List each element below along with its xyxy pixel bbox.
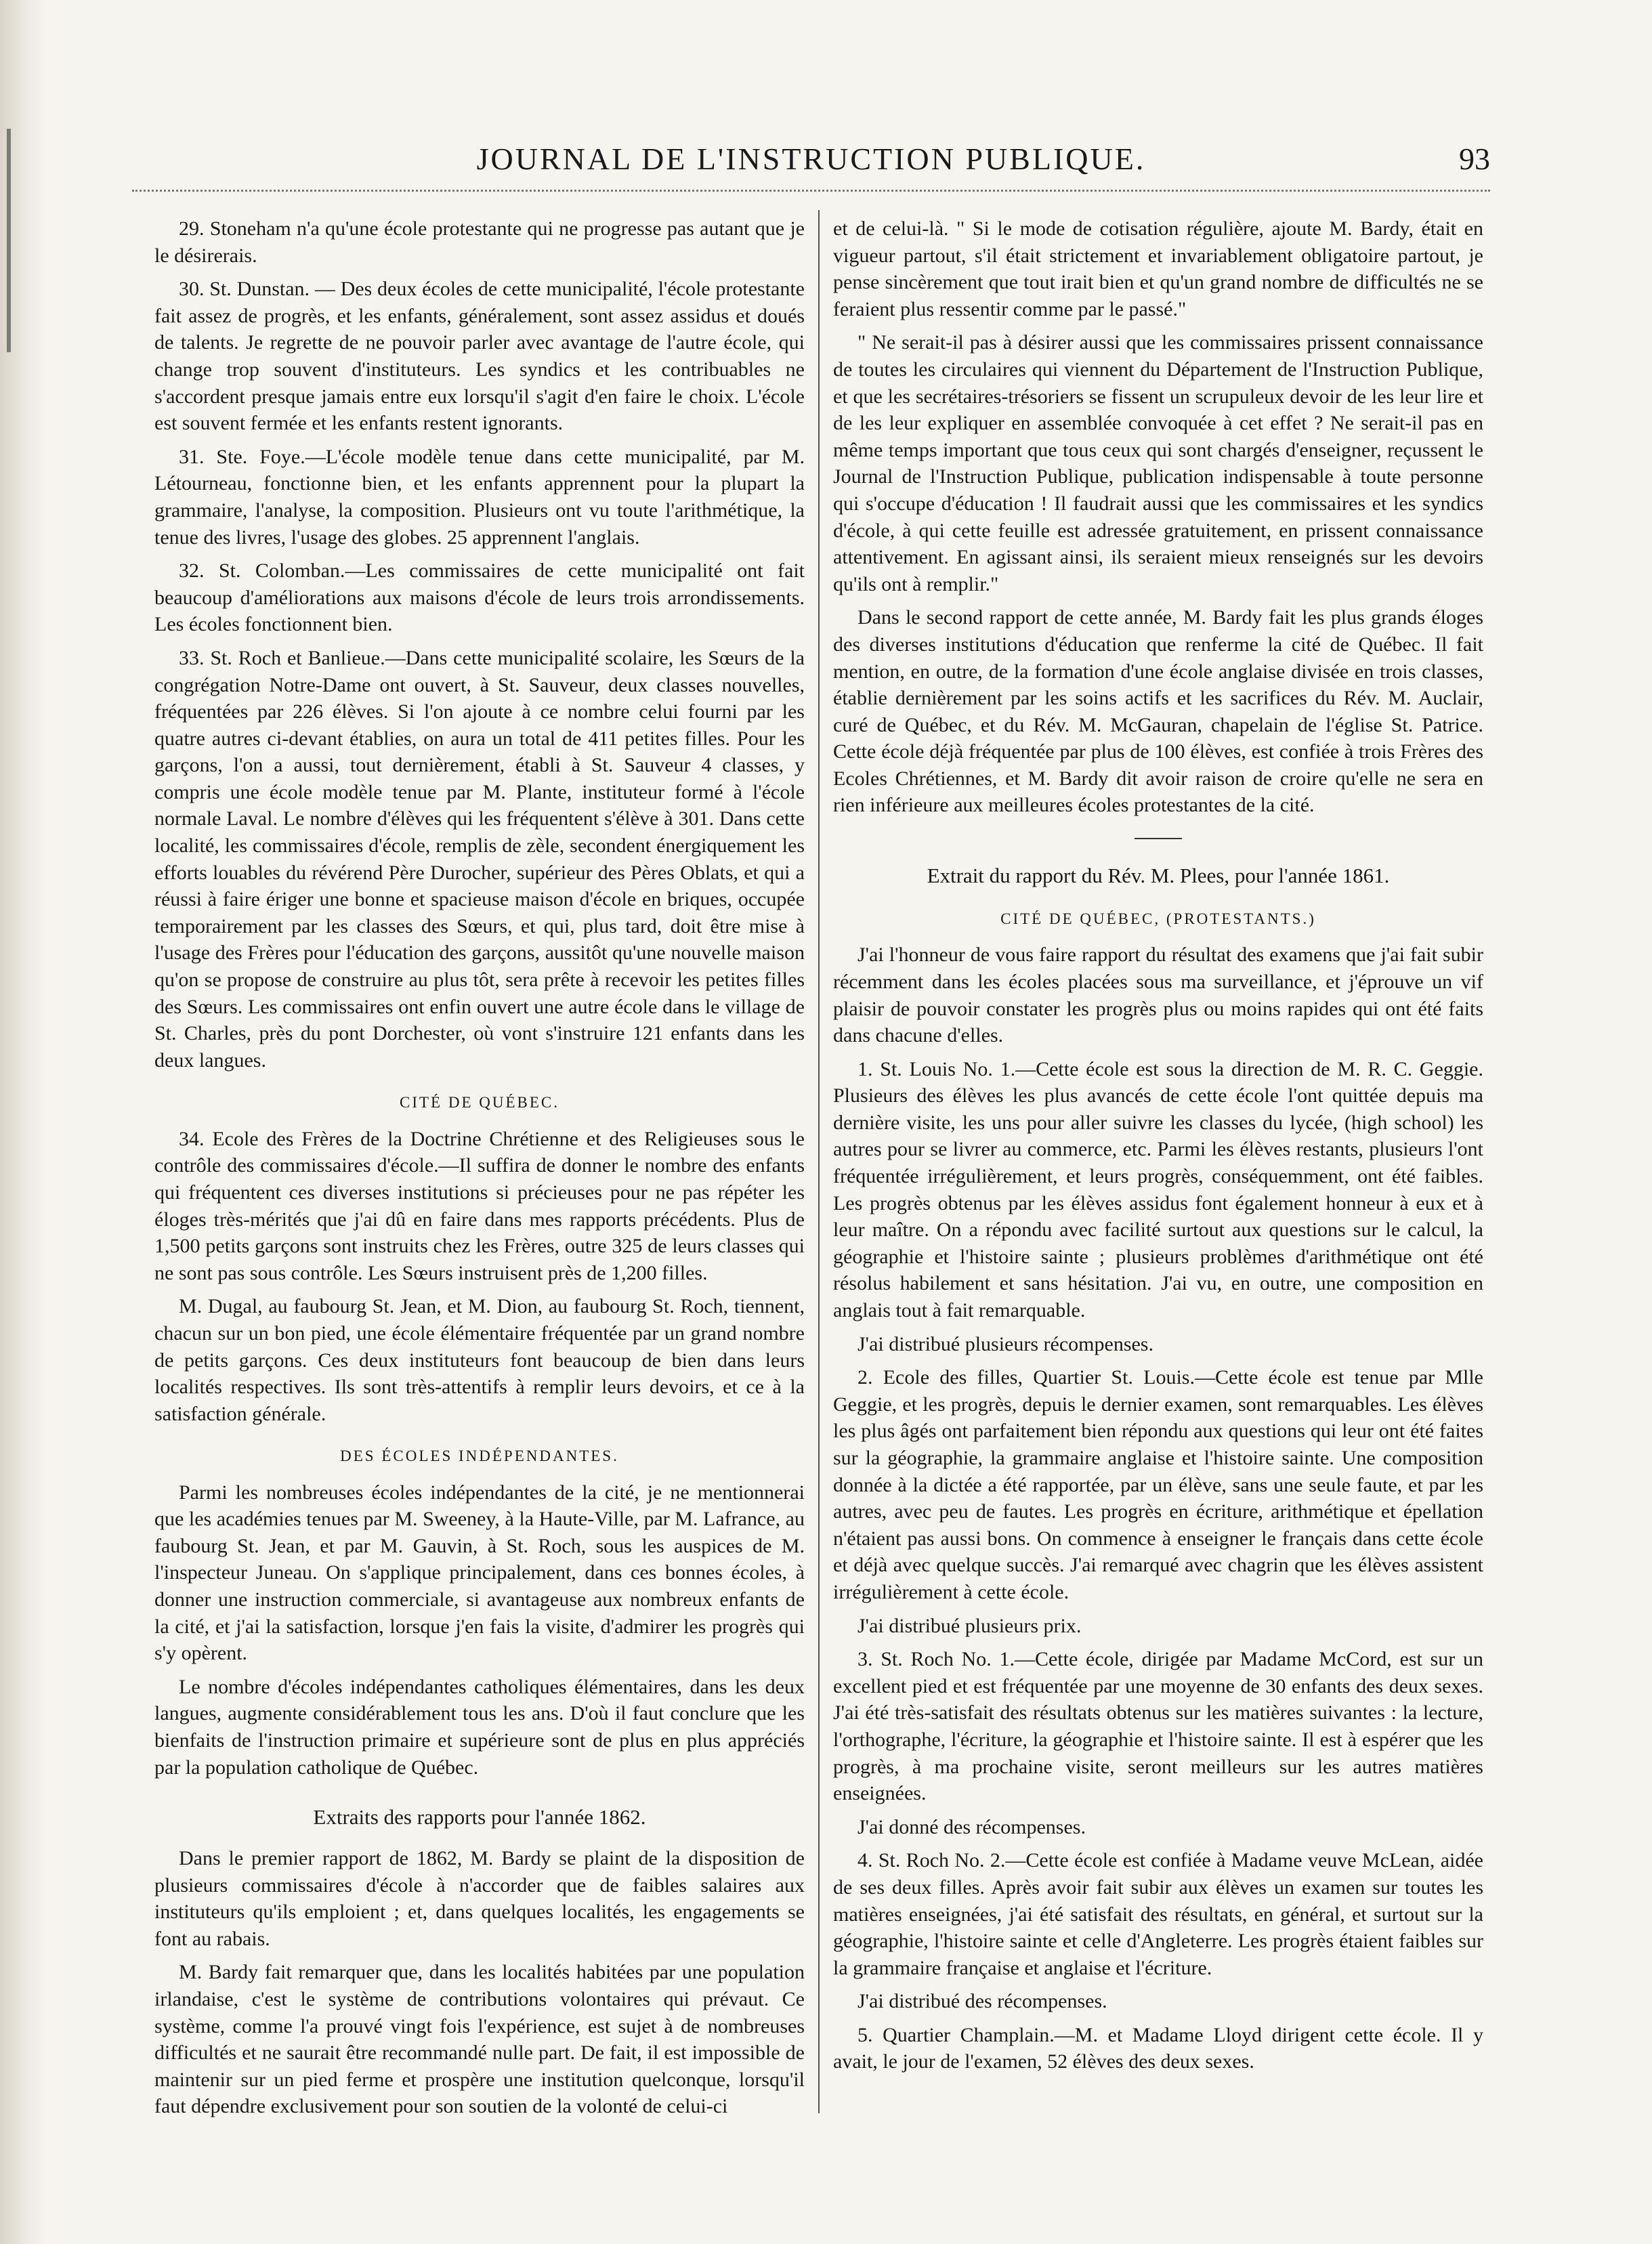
paragraph-1b: J'ai distribué plusieurs récompenses. <box>857 1332 1153 1355</box>
paragraph-bardy-2: M. Bardy fait remarquer que, dans les localités habitées par une population irlandaise, c'est le système de contributions volontaires qui prévaut. Ce système, comme l'a prouvé vingt fois l'expérience, est sujet à de nombreuses difficultés et ne saurait être recommandé nulle part. De fait, il est impossible de maintenir sur un pied ferme et prospère une institution quelconque, lorsqu'il faut dépendre exclusivement pour son soutien de la volonté de celui-ci <box>154 1961 805 2118</box>
right-column <box>833 215 1483 2082</box>
paragraph-5: 5. Quartier Champlain.—M. et Madame Lloyd dirigent cette école. Il y avait, le jour de l'examen, 52 élèves des deux sexes. <box>833 2023 1483 2073</box>
section-heading-cite: CITÉ DE QUÉBEC. <box>399 1094 559 1112</box>
paragraph-2: 2. Ecole des filles, Quartier St. Louis.—Cette école est tenue par Mlle Geggie, et les progrès, depuis le dernier examen, sont remarquables. Les élèves les plus âgés ont parfaitement bien répondu aux questions qui leur ont été faites sur la géographie, la grammaire anglaise et l'histoire sainte. Une composition donnée à la dictée a été rapportée, par un élève, sans une seule faute, et par les autres, avec peu de fautes. Les progrès en écriture, arithmétique et épellation n'étaient pas aussi bons. On commence à enseigner le français dans cette école et déjà avec quelque succès. J'ai remarqué avec chagrin que les élèves assistent irrégulièrement à cette école. <box>833 1366 1483 1603</box>
section-heading-plees: Extrait du rapport du Rév. M. Plees, pour l'année 1861. <box>927 864 1390 888</box>
paragraph-32: 32. St. Colomban.—Les commissaires de cette municipalité ont fait beaucoup d'améliorations aux maisons d'école de leurs trois arrondissements. Les écoles fonctionnent bien. <box>154 559 805 636</box>
paragraph-honneur: J'ai l'honneur de vous faire rapport du résultat des examens que j'ai fait subir récemment dans les écoles placées sous ma surveillance, et j'éprouve un vif plaisir de pouvoir constater les progrès plus ou moins rapides qui ont été faits dans chacune d'elles. <box>833 944 1483 1047</box>
running-title: JOURNAL DE L'INSTRUCTION PUBLIQUE. <box>476 142 1146 176</box>
left-column <box>154 215 805 2127</box>
paragraph-31: 31. Ste. Foye.—L'école modèle tenue dans cette municipalité, par M. Létourneau, fonctionne bien, et les enfants apprennent pour la plupart la grammaire, l'analyse, la composition. Plusieurs ont vu toute l'arithmétique, la tenue des livres, l'usage des globes. 25 apprennent l'anglais. <box>154 445 805 549</box>
section-heading-extraits-1862: Extraits des rapports pour l'année 1862. <box>313 1805 646 1829</box>
paragraph-34: 34. Ecole des Frères de la Doctrine Chrétienne et des Religieuses sous le contrôle des commissaires d'école.—Il suffira de donner le nombre des enfants qui fréquentent ces diverses institutions si précieuses pour ne pas répéter les éloges très-mérités que j'ai dû en faire dans mes rapports précédents. Plus de 1,500 petits garçons sont instruits chez les Frères, outre 325 de leurs classes qui ne sont pas sous contrôle. Les Sœurs instruisent près de 1,200 filles. <box>154 1127 805 1284</box>
paragraph-dugal: M. Dugal, au faubourg St. Jean, et M. Dion, au faubourg St. Roch, tiennent, chacun sur un bon pied, une école élémentaire fréquentée par un grand nombre de petits garçons. Ces deux instituteurs font beaucoup de bien dans leurs localités respectives. Ils sont très-attentifs à remplir leurs devoirs, et ce à la satisfaction générale. <box>154 1295 805 1425</box>
paragraph-33: 33. St. Roch et Banlieue.—Dans cette municipalité scolaire, les Sœurs de la congrégation Notre-Dame ont ouvert, à St. Sauveur, deux classes nouvelles, fréquentées par 226 élèves. Si l'on ajoute à ce nombre celui fourni par les quatre autres ci-devant établies, on aura un total de 411 petites filles. Pour les garçons, l'on a aussi, tout dernièrement, établi à St. Sauveur 4 classes, y compris une école modèle tenue par M. Plante, instituteur formé à l'école normale Laval. Le nombre d'élèves qui les fréquentent s'élève à 301. Dans cette localité, les commissaires d'école, remplis de zèle, secondent énergiquement les efforts louables du révérend Père Durocher, supérieur des Pères Oblats, et qui a réussi à faire ériger une bonne et spacieuse maison d'école en briques, occupée temporairement par les classes des Sœurs, et qui, plus tard, doit être mise à l'usage des Frères pour l'éducation des garçons, aussitôt qu'une nouvelle maison qu'on se propose de construire au plus tôt, sera prête à recevoir les petites filles des Sœurs. Les commissaires ont enfin ouvert une autre école dans le village de St. Charles, près du pont Dorchester, où vont s'instruire 121 enfants dans les deux langues. <box>154 646 805 1072</box>
paragraph-1: 1. St. Louis No. 1.—Cette école est sous la direction de M. R. C. Geggie. Plusieurs des élèves les plus avancés de cette école l'ont quittée depuis ma dernière visite, les uns pour aller suivre les classes du lycée, (high school) les autres pour se livrer au commerce, etc. Parmi les élèves restants, plusieurs l'ont fréquentée irrégulièrement, et leurs progrès, conséquemment, ont été faibles. Les progrès obtenus par les élèves assidus font également honneur à eux et à leur maître. On a répondu avec facilité surtout aux questions sur le calcul, la géographie et l'histoire sainte ; plusieurs problèmes d'arithmétique ont été résolus habilement et sans hésitation. J'ai vu, en outre, une composition en anglais tout à fait remarquable. <box>833 1057 1483 1322</box>
paragraph-continuation: et de celui-là. " Si le mode de cotisation régulière, ajoute M. Bardy, était en vigueur partout, s'il était strictement et invariablement obligatoire partout, je pense sincèrement que tout irait bien et qu'un grand nombre de difficultés ne se feraient plus ressentir comme par le passé." <box>833 217 1483 320</box>
paragraph-30: 30. St. Dunstan. — Des deux écoles de cette municipalité, l'école protestante fait assez de progrès, et les enfants, généralement, sont assez assidus et doués de talents. Je regrette de ne pouvoir parler avec avantage de l'autre école, qui change trop souvent d'instituteurs. Les syndics et les contribuables ne s'accordent presque jamais entre eux lorsqu'il s'agit d'en faire le choix. L'école est souvent fermée et les enfants restent ignorants. <box>154 278 805 435</box>
paragraph-2b: J'ai distribué plusieurs prix. <box>857 1614 1082 1637</box>
paragraph-3b: J'ai donné des récompenses. <box>857 1815 1086 1838</box>
page-header <box>132 141 1490 195</box>
page-scan-edge <box>0 0 47 2244</box>
paragraph-independantes: Parmi les nombreuses écoles indépendantes de la cité, je ne mentionnerai que les académies tenues par M. Sweeney, à la Haute-Ville, par M. Lafrance, au faubourg St. Jean, et par M. Gauvin, à St. Roch, sous les auspices de M. l'inspecteur Juneau. On s'applique principalement, dans ces bonnes écoles, à donner une instruction commerciale, si avantageuse aux nombreux enfants de la cité, et j'ai la satisfaction, lorsque j'en fais la visite, d'admirer les progrès qui s'y opèrent. <box>154 1481 805 1665</box>
paragraph-second-rapport: Dans le second rapport de cette année, M. Bardy fait les plus grands éloges des diverses institutions d'éducation que renferme la cité de Québec. Il fait mention, en outre, de la formation d'une école anglaise divisée en trois classes, établie dernièrement par les soins actifs et les sacrifices du Rév. M. Auclair, curé de Québec, et du Rév. M. McGauran, chapelain de l'église St. Patrice. Cette école déjà fréquentée par plus de 100 élèves, est confiée à trois Frères des Ecoles Chrétiennes, et M. Bardy dit avoir raison de croire qu'elle ne sera en rien inférieure aux meilleures écoles protestantes de la cité. <box>833 606 1483 817</box>
paragraph-29: 29. Stoneham n'a qu'une école protestante qui ne progresse pas autant que je le désirerais. <box>154 217 805 267</box>
page-number: 93 <box>1459 142 1490 176</box>
paragraph-serait: " Ne serait-il pas à désirer aussi que les commissaires prissent connaissance de toutes les circulaires qui viennent du Département de l'Instruction Publique, et que les secrétaires-trésoriers se fissent un scrupuleux devoir de les leur lire et de les leur expliquer en assemblée convoquée à cet effet ? Ne serait-il pas en même temps important que tous ceux qui sont chargés d'enseigner, reçussent le Journal de l'Instruction Publique, publication indispensable à toute personne qui s'occupe d'éducation ! Il faudrait aussi que les commissaires et les syndics d'école, à qui cette feuille est adressée gratuitement, en prissent connaissance attentivement. En agissant ainsi, ils seraient mieux renseignés sur les devoirs qu'ils ont à remplir." <box>833 331 1483 595</box>
binding-mark <box>7 129 11 352</box>
section-divider <box>1135 838 1182 839</box>
paragraph-nombre: Le nombre d'écoles indépendantes catholiques élémentaires, dans les deux langues, augmente considérablement tous les ans. D'où il faut conclure que les bienfaits de l'instruction primaire et supérieure sont de plus en plus appréciés par la population catholique de Québec. <box>154 1675 805 1779</box>
section-heading-independantes: DES ÉCOLES INDÉPENDANTES. <box>340 1447 619 1465</box>
header-rule <box>132 190 1490 192</box>
paragraph-3: 3. St. Roch No. 1.—Cette école, dirigée par Madame McCord, est sur un excellent pied et est fréquentée par une moyenne de 30 enfants des deux sexes. J'ai été très-satisfait des résultats obtenus sur les matières suivantes : la lecture, l'orthographe, l'écriture, la géographie et l'histoire sainte. Il est à espérer que les progrès, à ma prochaine visite, seront meilleurs sur les autres matières enseignées. <box>833 1648 1483 1805</box>
section-heading-protestants: CITÉ DE QUÉBEC, (PROTESTANTS.) <box>1000 910 1316 927</box>
paragraph-4b: J'ai distribué des récompenses. <box>857 1990 1107 2013</box>
paragraph-4: 4. St. Roch No. 2.—Cette école est confiée à Madame veuve McLean, aidée de ses deux filles. Après avoir fait subir aux élèves un examen sur toutes les matières enseignées, j'ai été satisfait des résultats, en général, et surtout sur la géographie, l'histoire sainte et celle d'Angleterre. Les progrès étaient faibles sur la grammaire française et anglaise et l'écriture. <box>833 1849 1483 1979</box>
paragraph-bardy-1: Dans le premier rapport de 1862, M. Bardy se plaint de la disposition de plusieurs commissaires d'école à n'accorder que de faibles salaires aux instituteurs qu'ils emploient ; et, dans quelques localités, les engagements se font au rabais. <box>154 1847 805 1950</box>
column-divider <box>818 210 820 2113</box>
